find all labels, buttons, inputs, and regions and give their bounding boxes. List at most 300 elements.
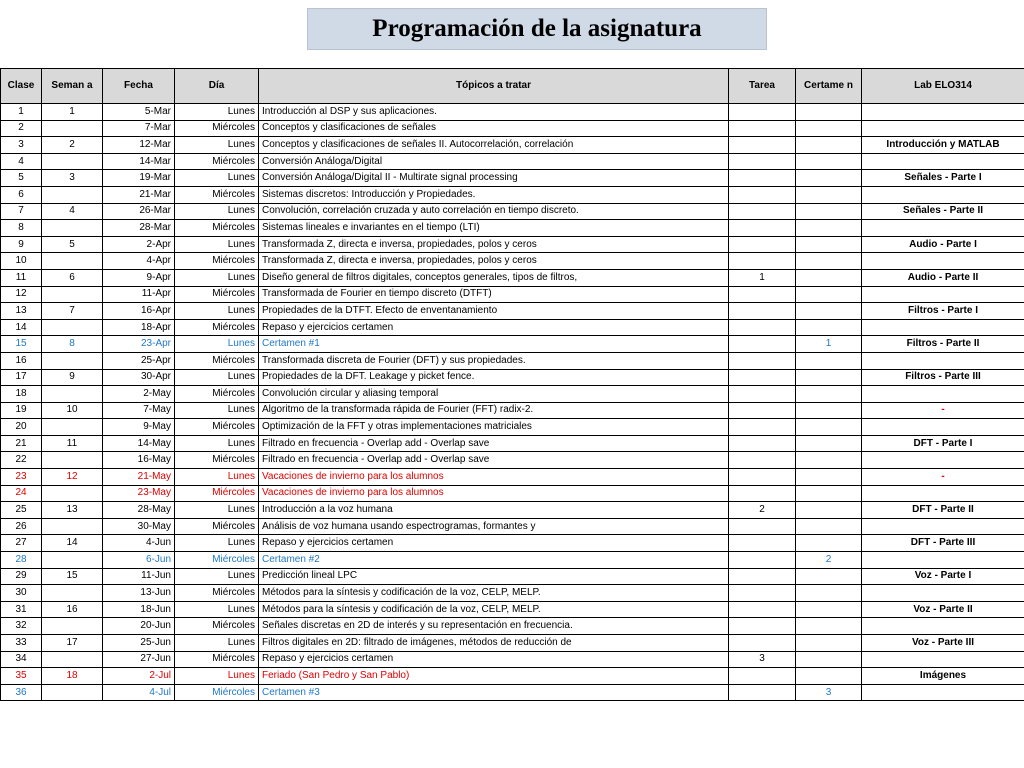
cell-dia: Lunes: [175, 369, 259, 386]
cell-lab: [862, 651, 1024, 668]
cell-lab: [862, 585, 1024, 602]
header-clase: Clase: [1, 69, 42, 104]
table-row: [1, 253, 1024, 270]
cell-clase: 32: [1, 618, 42, 635]
cell-lab: [862, 618, 1024, 635]
cell-topico: Feriado (San Pedro y San Pablo): [259, 668, 729, 685]
cell-clase: 34: [1, 651, 42, 668]
table-row: [1, 568, 1024, 585]
cell-semana: 13: [42, 502, 103, 519]
cell-fecha: 9-Apr: [103, 269, 175, 286]
cell-clase: 4: [1, 153, 42, 170]
cell-tarea: 2: [729, 502, 796, 519]
cell-semana: [42, 618, 103, 635]
cell-tarea: [729, 170, 796, 187]
header-lab: Lab ELO314: [862, 69, 1024, 104]
cell-topico: Convolución circular y aliasing temporal: [259, 386, 729, 403]
cell-topico: Filtrado en frecuencia - Overlap add - Overlap save: [259, 435, 729, 452]
cell-fecha: 21-May: [103, 469, 175, 486]
cell-certamen: [796, 518, 862, 535]
cell-topico: Diseño general de filtros digitales, conceptos generales, tipos de filtros,: [259, 269, 729, 286]
cell-topico: Vacaciones de invierno para los alumnos: [259, 469, 729, 486]
cell-topico: Convolución, correlación cruzada y auto correlación en tiempo discreto.: [259, 203, 729, 220]
table-row: [1, 170, 1024, 187]
table-row: [1, 651, 1024, 668]
cell-dia: Miércoles: [175, 120, 259, 137]
cell-tarea: [729, 203, 796, 220]
cell-semana: [42, 684, 103, 701]
cell-lab: [862, 552, 1024, 569]
cell-fecha: 4-Apr: [103, 253, 175, 270]
cell-lab: Imágenes: [862, 668, 1024, 685]
cell-semana: 18: [42, 668, 103, 685]
cell-clase: 18: [1, 386, 42, 403]
cell-semana: [42, 286, 103, 303]
cell-semana: [42, 253, 103, 270]
cell-clase: 7: [1, 203, 42, 220]
cell-clase: 9: [1, 236, 42, 253]
cell-dia: Miércoles: [175, 452, 259, 469]
cell-topico: Métodos para la síntesis y codificación de la voz, CELP, MELP.: [259, 601, 729, 618]
cell-semana: [42, 651, 103, 668]
cell-certamen: [796, 352, 862, 369]
table-row: [1, 502, 1024, 519]
cell-topico: Transformada discreta de Fourier (DFT) y sus propiedades.: [259, 352, 729, 369]
cell-lab: [862, 104, 1024, 121]
cell-lab: Filtros - Parte I: [862, 303, 1024, 320]
cell-clase: 28: [1, 552, 42, 569]
cell-clase: 25: [1, 502, 42, 519]
cell-semana: 12: [42, 469, 103, 486]
cell-dia: Lunes: [175, 336, 259, 353]
cell-topico: Algoritmo de la transformada rápida de Fourier (FFT) radix-2.: [259, 402, 729, 419]
cell-certamen: [796, 435, 862, 452]
cell-lab: [862, 419, 1024, 436]
cell-clase: 17: [1, 369, 42, 386]
cell-tarea: [729, 635, 796, 652]
cell-topico: Repaso y ejercicios certamen: [259, 651, 729, 668]
cell-tarea: [729, 286, 796, 303]
cell-clase: 24: [1, 485, 42, 502]
cell-certamen: [796, 137, 862, 154]
cell-topico: Transformada Z, directa e inversa, propiedades, polos y ceros: [259, 253, 729, 270]
cell-semana: 10: [42, 402, 103, 419]
cell-semana: 9: [42, 369, 103, 386]
cell-semana: 6: [42, 269, 103, 286]
cell-semana: [42, 319, 103, 336]
cell-dia: Lunes: [175, 170, 259, 187]
cell-clase: 33: [1, 635, 42, 652]
cell-fecha: 28-May: [103, 502, 175, 519]
cell-lab: Introducción y MATLAB: [862, 137, 1024, 154]
cell-tarea: [729, 585, 796, 602]
cell-dia: Lunes: [175, 402, 259, 419]
cell-certamen: [796, 585, 862, 602]
cell-tarea: [729, 435, 796, 452]
cell-dia: Miércoles: [175, 319, 259, 336]
cell-tarea: [729, 153, 796, 170]
table-row: [1, 186, 1024, 203]
cell-tarea: [729, 552, 796, 569]
cell-fecha: 14-Mar: [103, 153, 175, 170]
cell-dia: Lunes: [175, 535, 259, 552]
cell-tarea: [729, 303, 796, 320]
cell-certamen: [796, 668, 862, 685]
table-row: [1, 203, 1024, 220]
cell-clase: 13: [1, 303, 42, 320]
cell-clase: 14: [1, 319, 42, 336]
cell-dia: Lunes: [175, 502, 259, 519]
title-box: [307, 8, 767, 50]
cell-lab: DFT - Parte III: [862, 535, 1024, 552]
cell-lab: Filtros - Parte II: [862, 336, 1024, 353]
cell-clase: 19: [1, 402, 42, 419]
cell-tarea: [729, 319, 796, 336]
table-row: [1, 269, 1024, 286]
cell-clase: 3: [1, 137, 42, 154]
cell-lab: [862, 386, 1024, 403]
cell-lab: [862, 286, 1024, 303]
cell-clase: 8: [1, 220, 42, 237]
cell-tarea: [729, 352, 796, 369]
cell-dia: Lunes: [175, 104, 259, 121]
cell-semana: 3: [42, 170, 103, 187]
cell-tarea: [729, 485, 796, 502]
cell-tarea: 3: [729, 651, 796, 668]
cell-topico: Repaso y ejercicios certamen: [259, 535, 729, 552]
cell-lab: [862, 352, 1024, 369]
cell-clase: 23: [1, 469, 42, 486]
cell-clase: 15: [1, 336, 42, 353]
cell-fecha: 30-May: [103, 518, 175, 535]
cell-semana: [42, 186, 103, 203]
cell-tarea: [729, 469, 796, 486]
table-row: [1, 286, 1024, 303]
cell-clase: 12: [1, 286, 42, 303]
table-row: [1, 435, 1024, 452]
page-title: Programación de la asignatura: [372, 15, 702, 42]
table-row: [1, 585, 1024, 602]
cell-topico: Predicción lineal LPC: [259, 568, 729, 585]
cell-clase: 10: [1, 253, 42, 270]
cell-topico: Conceptos y clasificaciones de señales: [259, 120, 729, 137]
table-row: [1, 601, 1024, 618]
cell-clase: 26: [1, 518, 42, 535]
cell-topico: Introducción al DSP y sus aplicaciones.: [259, 104, 729, 121]
cell-fecha: 2-May: [103, 386, 175, 403]
table-row: [1, 236, 1024, 253]
cell-topico: Certamen #1: [259, 336, 729, 353]
cell-semana: [42, 552, 103, 569]
table-row: [1, 668, 1024, 685]
cell-clase: 21: [1, 435, 42, 452]
cell-tarea: [729, 535, 796, 552]
table-row: [1, 635, 1024, 652]
cell-certamen: [796, 618, 862, 635]
cell-fecha: 18-Jun: [103, 601, 175, 618]
cell-tarea: [729, 618, 796, 635]
cell-topico: Conversión Análoga/Digital II - Multirate signal processing: [259, 170, 729, 187]
cell-topico: Conceptos y clasificaciones de señales II. Autocorrelación, correlación: [259, 137, 729, 154]
cell-topico: Certamen #2: [259, 552, 729, 569]
cell-certamen: 2: [796, 552, 862, 569]
cell-lab: Audio - Parte I: [862, 236, 1024, 253]
cell-dia: Miércoles: [175, 386, 259, 403]
cell-dia: Miércoles: [175, 220, 259, 237]
cell-semana: [42, 352, 103, 369]
cell-lab: [862, 120, 1024, 137]
cell-clase: 31: [1, 601, 42, 618]
cell-tarea: [729, 518, 796, 535]
cell-semana: 1: [42, 104, 103, 121]
cell-semana: [42, 386, 103, 403]
cell-fecha: 13-Jun: [103, 585, 175, 602]
cell-semana: [42, 452, 103, 469]
cell-dia: Miércoles: [175, 585, 259, 602]
cell-lab: DFT - Parte I: [862, 435, 1024, 452]
cell-lab: [862, 186, 1024, 203]
cell-tarea: [729, 601, 796, 618]
cell-topico: Propiedades de la DFT. Leakage y picket fence.: [259, 369, 729, 386]
cell-topico: Propiedades de la DTFT. Efecto de enventanamiento: [259, 303, 729, 320]
cell-lab: [862, 452, 1024, 469]
table-row: [1, 419, 1024, 436]
cell-dia: Miércoles: [175, 651, 259, 668]
table-row: [1, 535, 1024, 552]
cell-certamen: [796, 253, 862, 270]
cell-lab: -: [862, 469, 1024, 486]
cell-certamen: [796, 651, 862, 668]
cell-tarea: [729, 668, 796, 685]
cell-topico: Optimización de la FFT y otras implementaciones matriciales: [259, 419, 729, 436]
cell-dia: Miércoles: [175, 419, 259, 436]
table-row: [1, 319, 1024, 336]
cell-fecha: 27-Jun: [103, 651, 175, 668]
cell-tarea: [729, 452, 796, 469]
cell-topico: Sistemas discretos: Introducción y Propiedades.: [259, 186, 729, 203]
table-row: [1, 452, 1024, 469]
cell-certamen: [796, 386, 862, 403]
cell-lab: [862, 319, 1024, 336]
cell-tarea: [729, 253, 796, 270]
cell-clase: 16: [1, 352, 42, 369]
cell-lab: [862, 518, 1024, 535]
header-topicos: Tópicos a tratar: [259, 69, 729, 104]
table-row: [1, 104, 1024, 121]
cell-clase: 27: [1, 535, 42, 552]
table-row: [1, 518, 1024, 535]
header-row: [1, 69, 1024, 104]
cell-clase: 5: [1, 170, 42, 187]
schedule-table: [0, 68, 1024, 701]
cell-dia: Miércoles: [175, 186, 259, 203]
cell-clase: 30: [1, 585, 42, 602]
cell-fecha: 26-Mar: [103, 203, 175, 220]
cell-fecha: 4-Jun: [103, 535, 175, 552]
cell-semana: 7: [42, 303, 103, 320]
table-row: [1, 137, 1024, 154]
header-fecha: Fecha: [103, 69, 175, 104]
cell-certamen: [796, 286, 862, 303]
cell-semana: 14: [42, 535, 103, 552]
cell-clase: 6: [1, 186, 42, 203]
table-row: [1, 336, 1024, 353]
cell-topico: Análisis de voz humana usando espectrogramas, formantes y: [259, 518, 729, 535]
cell-topico: Conversión Análoga/Digital: [259, 153, 729, 170]
cell-certamen: [796, 568, 862, 585]
cell-topico: Certamen #3: [259, 684, 729, 701]
table-row: [1, 369, 1024, 386]
cell-topico: Señales discretas en 2D de interés y su representación en frecuencia.: [259, 618, 729, 635]
cell-dia: Lunes: [175, 303, 259, 320]
cell-certamen: [796, 220, 862, 237]
cell-lab: Audio - Parte II: [862, 269, 1024, 286]
cell-topico: Filtrado en frecuencia - Overlap add - Overlap save: [259, 452, 729, 469]
cell-clase: 1: [1, 104, 42, 121]
table-row: [1, 303, 1024, 320]
cell-lab: [862, 253, 1024, 270]
cell-lab: Voz - Parte III: [862, 635, 1024, 652]
cell-clase: 22: [1, 452, 42, 469]
table-row: [1, 469, 1024, 486]
cell-fecha: 16-Apr: [103, 303, 175, 320]
cell-tarea: [729, 684, 796, 701]
cell-topico: Métodos para la síntesis y codificación de la voz, CELP, MELP.: [259, 585, 729, 602]
cell-dia: Miércoles: [175, 518, 259, 535]
cell-clase: 2: [1, 120, 42, 137]
cell-lab: Señales - Parte I: [862, 170, 1024, 187]
cell-tarea: [729, 419, 796, 436]
cell-clase: 35: [1, 668, 42, 685]
cell-topico: Transformada de Fourier en tiempo discreto (DTFT): [259, 286, 729, 303]
table-row: [1, 220, 1024, 237]
cell-topico: Sistemas lineales e invariantes en el tiempo (LTI): [259, 220, 729, 237]
cell-certamen: [796, 236, 862, 253]
table-row: [1, 386, 1024, 403]
cell-certamen: [796, 369, 862, 386]
cell-certamen: [796, 303, 862, 320]
table-row: [1, 402, 1024, 419]
cell-topico: Transformada Z, directa e inversa, propiedades, polos y ceros: [259, 236, 729, 253]
cell-certamen: [796, 452, 862, 469]
cell-certamen: [796, 153, 862, 170]
cell-fecha: 11-Jun: [103, 568, 175, 585]
cell-dia: Miércoles: [175, 684, 259, 701]
cell-fecha: 25-Jun: [103, 635, 175, 652]
cell-dia: Miércoles: [175, 153, 259, 170]
cell-certamen: [796, 170, 862, 187]
cell-lab: Señales - Parte II: [862, 203, 1024, 220]
cell-semana: 11: [42, 435, 103, 452]
cell-tarea: [729, 186, 796, 203]
cell-semana: 17: [42, 635, 103, 652]
cell-tarea: [729, 104, 796, 121]
cell-dia: Lunes: [175, 435, 259, 452]
cell-certamen: [796, 419, 862, 436]
cell-dia: Lunes: [175, 601, 259, 618]
cell-tarea: [729, 236, 796, 253]
table-row: [1, 684, 1024, 701]
cell-certamen: [796, 485, 862, 502]
cell-fecha: 7-May: [103, 402, 175, 419]
cell-certamen: [796, 269, 862, 286]
cell-fecha: 6-Jun: [103, 552, 175, 569]
cell-tarea: [729, 220, 796, 237]
cell-certamen: [796, 469, 862, 486]
cell-dia: Miércoles: [175, 618, 259, 635]
cell-tarea: [729, 336, 796, 353]
cell-fecha: 9-May: [103, 419, 175, 436]
cell-semana: [42, 120, 103, 137]
table-row: [1, 485, 1024, 502]
cell-fecha: 28-Mar: [103, 220, 175, 237]
cell-dia: Miércoles: [175, 552, 259, 569]
cell-lab: DFT - Parte II: [862, 502, 1024, 519]
cell-semana: [42, 220, 103, 237]
cell-lab: Voz - Parte II: [862, 601, 1024, 618]
cell-tarea: [729, 369, 796, 386]
cell-certamen: [796, 502, 862, 519]
cell-fecha: 23-May: [103, 485, 175, 502]
header-certamen: Certame n: [796, 69, 862, 104]
cell-semana: [42, 585, 103, 602]
cell-certamen: 3: [796, 684, 862, 701]
cell-tarea: [729, 568, 796, 585]
table-row: [1, 618, 1024, 635]
cell-dia: Miércoles: [175, 352, 259, 369]
table-row: [1, 552, 1024, 569]
cell-dia: Lunes: [175, 469, 259, 486]
cell-dia: Lunes: [175, 568, 259, 585]
cell-certamen: [796, 535, 862, 552]
header-tarea: Tarea: [729, 69, 796, 104]
cell-tarea: [729, 137, 796, 154]
cell-topico: Repaso y ejercicios certamen: [259, 319, 729, 336]
cell-fecha: 20-Jun: [103, 618, 175, 635]
cell-semana: [42, 485, 103, 502]
table-row: [1, 352, 1024, 369]
cell-fecha: 23-Apr: [103, 336, 175, 353]
cell-dia: Miércoles: [175, 253, 259, 270]
cell-lab: [862, 220, 1024, 237]
cell-fecha: 12-Mar: [103, 137, 175, 154]
cell-tarea: [729, 386, 796, 403]
cell-semana: 15: [42, 568, 103, 585]
cell-topico: Filtros digitales en 2D: filtrado de imágenes, métodos de reducción de: [259, 635, 729, 652]
cell-certamen: [796, 186, 862, 203]
cell-dia: Lunes: [175, 203, 259, 220]
header-semana: Seman a: [42, 69, 103, 104]
cell-semana: [42, 518, 103, 535]
cell-certamen: [796, 601, 862, 618]
cell-dia: Miércoles: [175, 485, 259, 502]
header-dia: Día: [175, 69, 259, 104]
cell-fecha: 25-Apr: [103, 352, 175, 369]
cell-dia: Lunes: [175, 269, 259, 286]
cell-certamen: [796, 402, 862, 419]
cell-clase: 36: [1, 684, 42, 701]
cell-fecha: 21-Mar: [103, 186, 175, 203]
cell-lab: [862, 684, 1024, 701]
cell-certamen: [796, 120, 862, 137]
cell-certamen: [796, 319, 862, 336]
cell-certamen: [796, 635, 862, 652]
cell-fecha: 16-May: [103, 452, 175, 469]
cell-dia: Lunes: [175, 635, 259, 652]
cell-lab: Filtros - Parte III: [862, 369, 1024, 386]
cell-tarea: 1: [729, 269, 796, 286]
cell-clase: 29: [1, 568, 42, 585]
